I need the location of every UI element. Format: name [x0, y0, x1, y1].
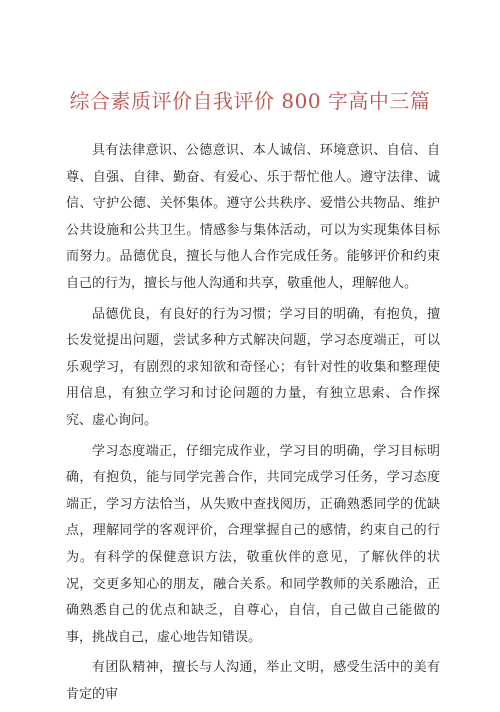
document-title: 综合素质评价自我评价 800 字高中三篇 — [69, 89, 431, 113]
paragraph-4: 有团队精神，擅长与人沟通，举止文明，感受生活中的美有肯定的审 — [66, 660, 440, 702]
paragraph-2: 品德优良，有良好的行为习惯；学习目的明确，有抱负，擅长发觉提出问题，尝试多种方式解决问题，学习态度端正，可以乐观学习，有剧烈的求知欲和奇怪心；有针对性的收集和整理使用信息，有独立学习和讨论问题的力量，有独立思索、合作探究、虚心询问。 — [66, 306, 440, 428]
paragraph-3: 学习态度端正，仔细完成作业，学习目的明确，学习目标明确，有抱负，能与同学完善合作，共同完成学习任务，学习态度端正，学习方法恰当，从失败中查找阅历，正确熟悉同学的优缺点，理解同学的客观评价，合理掌握自己的感情，约束自己的行为。有科学的保健意识方法，敬重伙伴的意见，了解伙伴的状况，交更多知心的朋友，融合关系。和同学教师的关系融洽，正确熟悉自己的优点和缺乏，自尊心，自信，自己做自己能做的事，挑战自己，虚心地告知错误。 — [66, 443, 440, 645]
paragraph-1: 具有法律意识、公德意识、本人诚信、环境意识、自信、自尊、自强、自律、勤奋、有爱心、乐于帮忙他人。遵守法律、诚信、守护公德、关怀集体。遵守公共秩序、爱惜公共物品、维护公共设施和公共卫生。情感参与集体活动，可以为实现集体目标而努力。品德优良，擅长与他人合作完成任务。能够评价和约束自己的行为，擅长与他人沟通和共享，敬重他人，理解他人。 — [66, 143, 440, 291]
document-body — [66, 138, 440, 712]
